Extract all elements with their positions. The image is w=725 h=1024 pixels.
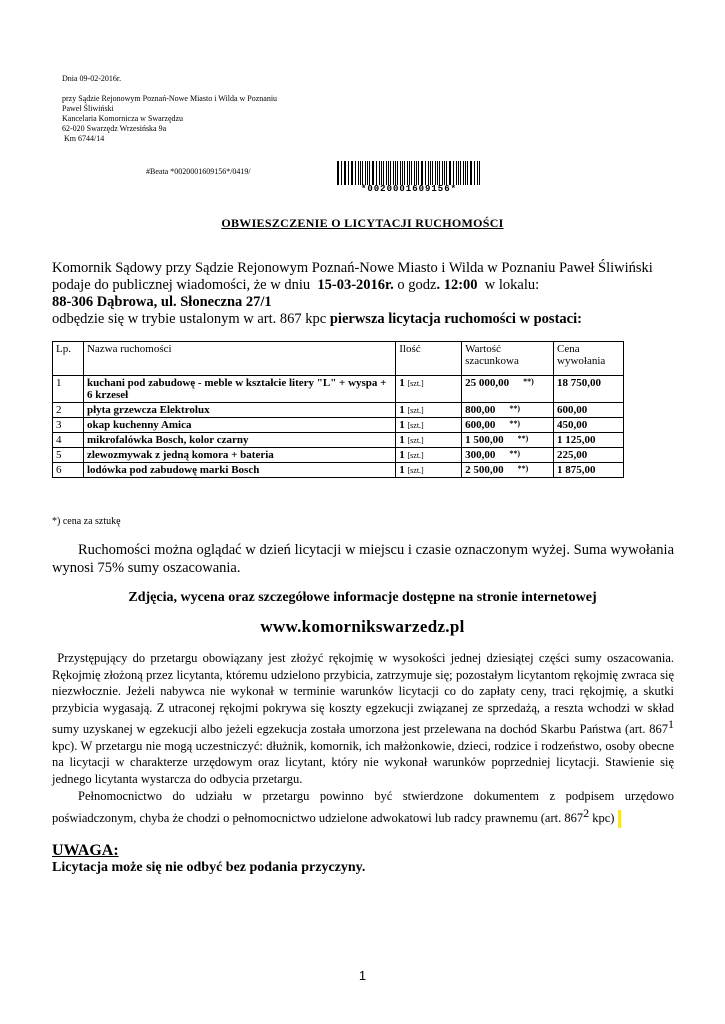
intro-line-1: Komornik Sądowy przy Sądzie Rejonowym Poznań-Nowe Miasto i Wilda w Poznaniu Paweł Śliwiński [52, 260, 653, 276]
qty-unit: [szt.] [407, 451, 424, 460]
estimated-value: 300,00 [465, 449, 496, 461]
qty-value: 1 [399, 434, 405, 446]
barcode-bar [383, 161, 384, 185]
qty-unit: [szt.] [407, 466, 424, 475]
warning-title: UWAGA: [52, 842, 119, 859]
auction-time: . 12:00 [436, 277, 478, 293]
cell-value [462, 463, 554, 478]
proxy-paragraph [52, 788, 674, 828]
intro-text: w lokalu: [477, 277, 540, 293]
table-row [53, 376, 624, 403]
estimated-value: 25 000,00 [465, 377, 510, 389]
cell-lp: 4 [53, 433, 84, 448]
document-date: Dnia 09-02-2016r. [62, 74, 122, 83]
website-link[interactable]: www.komornikswarzedz.pl [260, 617, 465, 636]
cell-lp: 1 [53, 376, 84, 403]
barcode-bar [471, 161, 472, 185]
table-row [53, 448, 624, 463]
article-superscript: 2 [583, 805, 590, 820]
viewing-paragraph: Ruchomości można oglądać w dzień licytacji w miejscu i czasie oznaczonym wyżej. Suma wywołania wynosi 75% sumy oszacowania. [52, 542, 674, 576]
footnote-mark: **) [517, 434, 529, 443]
qty-value: 1 [399, 449, 405, 461]
bailiff-name: Paweł Śliwiński [62, 104, 114, 113]
cell-price: 450,00 [554, 418, 624, 433]
cell-value [462, 376, 554, 403]
cell-value [462, 403, 554, 418]
intro-text: o godz [393, 277, 437, 293]
cell-qty [396, 433, 462, 448]
barcode-bar [425, 161, 426, 185]
qty-unit: [szt.] [407, 421, 424, 430]
cell-name: lodówka pod zabudowę marki Bosch [83, 463, 395, 478]
barcode-bar [362, 161, 363, 185]
header-qty: Ilość [396, 342, 462, 376]
article-superscript: 1 [668, 717, 674, 731]
header-name: Nazwa ruchomości [83, 342, 395, 376]
header-value [462, 342, 554, 376]
cell-qty [396, 403, 462, 418]
estimated-value: 2 500,00 [465, 464, 504, 476]
qty-value: 1 [399, 419, 405, 431]
cell-name: okap kuchenny Amica [83, 418, 395, 433]
footnote-mark: **) [509, 404, 521, 413]
header-price [554, 342, 624, 376]
legal-text-part: kpc). W przetargu nie mogą uczestniczyć: dłużnik, komornik, ich małżonkowie, dzieci, rodzice i rodzeństwo, osoby obecne na licytacji w charakterze urzędowym oraz licytant, który nie wykonał warunków poprzedniej licytacji. Stawienie się jednego licytanta wystarcza do odbycia przetargu. [52, 738, 674, 786]
table-header-row [53, 342, 624, 376]
barcode-bar [450, 161, 451, 185]
cell-price: 225,00 [554, 448, 624, 463]
legal-text-part: Przystępujący do przetargu obowiązany jest złożyć rękojmię w wysokości jednej dziesiątej części sumy oszacowania. Rękojmię złożoną przez licytanta, któremu udzielono przybicia, zatrzymuje się; pozostałym licytantom rękojmię zwraca się niezwłocznie. Jeżeli nabywca nie wykonał w terminie warunków licytacji co do zapłaty ceny, traci rękojmię, a skutki przybicia wygasają. Z utraconej rękojmi pokrywa się koszty egzekucji związanej ze sprzedażą, a reszta wchodzi w skład sumy uzyskanej w egzekucji albo jeżeli egzekucja została umorzona jest przelewana na dochód Skarbu Państwa (art. 867 [52, 651, 678, 737]
address-street: , ul. Słoneczna 27/1 [153, 294, 272, 310]
court-line: przy Sądzie Rejonowym Poznań-Nowe Miasto i Wilda w Poznaniu [62, 94, 278, 103]
cell-lp: 3 [53, 418, 84, 433]
footnote-mark: **) [523, 377, 534, 386]
intro-line-4 [52, 311, 674, 328]
qty-unit: [szt.] [407, 379, 424, 388]
reference-code: #Beata *0020001609156*/0419/ [146, 167, 251, 176]
footnote-mark: **) [509, 449, 521, 458]
qty-value: 1 [399, 377, 405, 389]
qty-unit: [szt.] [407, 406, 424, 415]
auction-type: pierwsza licytacja ruchomości w postaci: [329, 311, 582, 327]
legal-text-part: Pełnomocnictwo do udziału w przetargu powinno być stwierdzone dokumentem z podpisem urzędowo poświadczonym, chyba że chodzi o pełnomocnictwo udzielone adwokatowi lub radcy prawnemu (art. 867 [52, 789, 674, 825]
cell-value [462, 418, 554, 433]
qty-value: 1 [399, 464, 405, 476]
table-row [53, 433, 624, 448]
cell-price: 600,00 [554, 403, 624, 418]
deposit-paragraph [52, 650, 678, 787]
office-address: 62-020 Swarzędz Wrzesińska 9a [62, 124, 167, 133]
table-row [53, 403, 624, 418]
cell-lp: 6 [53, 463, 84, 478]
cell-price: 1 125,00 [554, 433, 624, 448]
address-city: 88-306 Dąbrowa [52, 294, 154, 310]
header-value-line2: szacunkowa [465, 355, 519, 367]
estimated-value: 1 500,00 [465, 434, 504, 446]
cell-value [462, 433, 554, 448]
auction-date: 15-03-2016r. [317, 277, 394, 293]
header-price-line2: wywołania [557, 355, 606, 367]
barcode-bar [345, 161, 346, 185]
cell-qty [396, 418, 462, 433]
office-name: Kancelaria Komornicza w Swarzędzu [62, 114, 184, 123]
footnote-mark: **) [509, 419, 521, 428]
intro-text: odbędzie się w trybie ustalonym w art. 867 kpc [52, 311, 330, 327]
cell-name: płyta grzewcza Elektrolux [83, 403, 395, 418]
case-number: Km 6744/14 [62, 134, 105, 143]
header-value-line1: Wartość [465, 343, 501, 355]
cell-lp: 2 [53, 403, 84, 418]
intro-paragraph [52, 260, 674, 328]
intro-text: podaje do publicznej wiadomości, że w dniu [52, 277, 318, 293]
info-line: Zdjęcia, wycena oraz szczegółowe informacje dostępne na stronie internetowej [128, 590, 597, 605]
document-title: OBWIESZCZENIE O LICYTACJI RUCHOMOŚCI [221, 216, 504, 230]
cell-value [462, 448, 554, 463]
barcode-text: *0020001609156* [360, 184, 457, 194]
qty-unit: [szt.] [407, 436, 424, 445]
sender-header [62, 74, 277, 144]
cell-lp: 5 [53, 448, 84, 463]
barcode [337, 161, 481, 185]
cell-qty [396, 448, 462, 463]
footnote: *) cena za sztukę [52, 516, 121, 527]
page-number: 1 [358, 968, 367, 983]
barcode-bar [407, 161, 408, 185]
legal-text-part: kpc) [589, 810, 615, 825]
header-price-line1: Cena [557, 343, 580, 355]
table-row [53, 463, 624, 478]
highlight-marker [618, 810, 621, 828]
estimated-value: 600,00 [465, 419, 496, 431]
estimated-value: 800,00 [465, 404, 496, 416]
cell-price: 1 875,00 [554, 463, 624, 478]
table-row [53, 418, 624, 433]
header-lp: Lp. [53, 342, 84, 376]
footnote-mark: **) [517, 464, 529, 473]
intro-line-2 [52, 277, 674, 294]
auction-address [52, 294, 674, 311]
qty-value: 1 [399, 404, 405, 416]
cell-qty [396, 463, 462, 478]
warning-text: Licytacja może się nie odbyć bez podania przyczyny. [52, 860, 366, 875]
cell-name: zlewozmywak z jedną komora + bateria [83, 448, 395, 463]
items-table [52, 341, 624, 478]
cell-price: 18 750,00 [554, 376, 624, 403]
cell-name: mikrofalówka Bosch, kolor czarny [83, 433, 395, 448]
cell-name: kuchani pod zabudowę - meble w kształcie litery "L" + wyspa + 6 krzeseł [83, 376, 395, 403]
cell-qty [396, 376, 462, 403]
legal-text [52, 650, 678, 828]
